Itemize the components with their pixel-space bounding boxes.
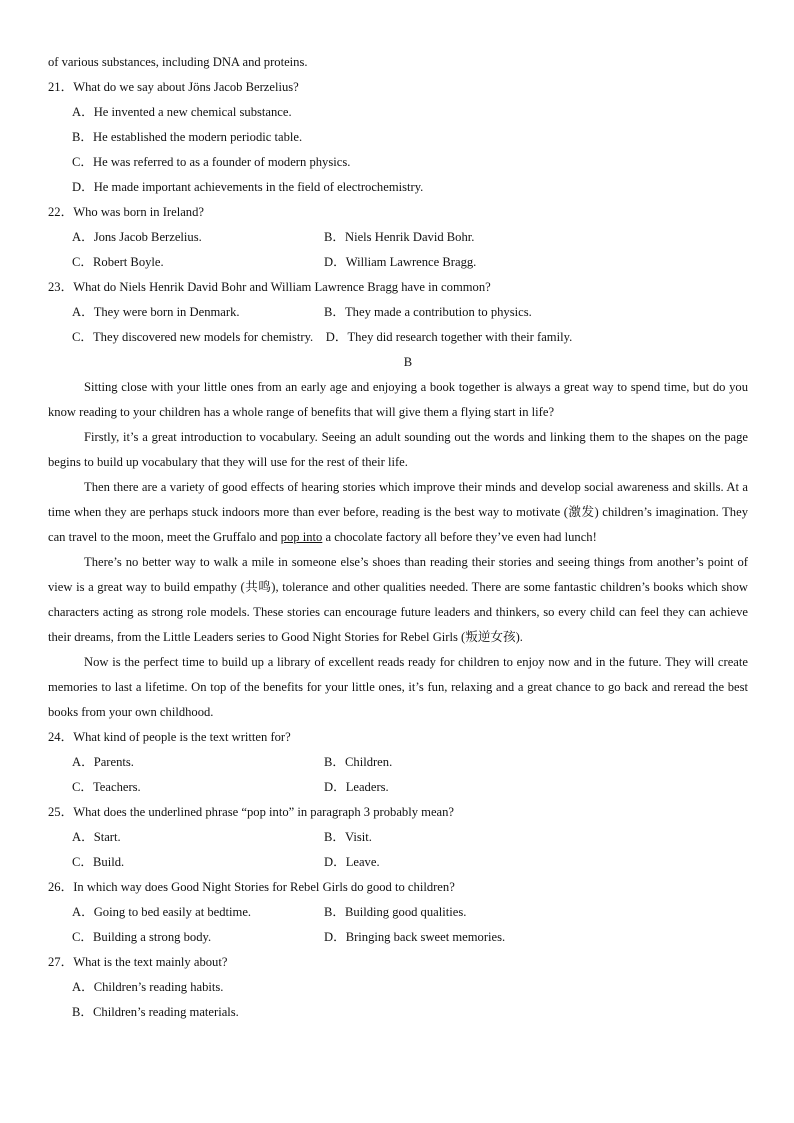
question-24 xyxy=(48,725,748,800)
question-stem: 26．In which way does Good Night Stories for Rebel Girls do good to children? xyxy=(48,880,455,894)
option-b: B．They made a contribution to physics. xyxy=(324,305,532,319)
option-b: B．He established the modern periodic table. xyxy=(72,130,303,144)
option-row xyxy=(48,325,748,350)
option-row xyxy=(48,225,748,250)
question-25 xyxy=(48,800,748,875)
exam-page xyxy=(48,50,748,1025)
option-d: D．He made important achievements in the field of electrochemistry. xyxy=(72,180,424,194)
option-c: C．Teachers. xyxy=(72,780,141,794)
option-row xyxy=(48,750,748,775)
underlined-phrase: pop into xyxy=(280,530,323,544)
question-stem: 21．What do we say about Jöns Jacob Berzelius? xyxy=(48,80,299,94)
option-row xyxy=(48,250,748,275)
intro-fragment: of various substances, including DNA and proteins. xyxy=(48,55,308,69)
question-26 xyxy=(48,875,748,950)
option-b: B．Visit. xyxy=(324,830,372,844)
option-row xyxy=(48,300,748,325)
paragraph-3-text-before: Then there are a variety of good effects of hearing stories which improve their minds and develop social awareness and skills. At a time when they are perhaps stuck indoors more than ever before, reading is the best way to motivate (激发) children’s imagination. They can travel to the moon, meet the Gruffalo and xyxy=(48,480,748,544)
option-c: C．Building a strong body. xyxy=(72,930,212,944)
paragraph-5: Now is the perfect time to build up a library of excellent reads ready for children to enjoy now and in the future. They will create memories to last a lifetime. On top of the benefits for your little ones, it’s fun, relaxing and a great chance to go back and reread the best books from your own childhood. xyxy=(48,655,748,719)
question-stem: 24．What kind of people is the text written for? xyxy=(48,730,291,744)
option-row xyxy=(48,850,748,875)
option-b: B．Building good qualities. xyxy=(324,905,467,919)
question-stem: 23．What do Niels Henrik David Bohr and William Lawrence Bragg have in common? xyxy=(48,280,491,294)
option-a: A．Parents. xyxy=(72,755,134,769)
option-row xyxy=(48,775,748,800)
option-a: A．Jons Jacob Berzelius. xyxy=(72,230,202,244)
option-a: A．Start. xyxy=(72,830,121,844)
paragraph-4: There’s no better way to walk a mile in someone else’s shoes than reading their stories and seeing things from another’s point of view is a great way to build empathy (共鸣), tolerance and other qualities needed. There are some fantastic children’s books which show characters acting as strong role models. These stories can encourage future leaders and thinkers, so every child can feel they can achieve their dreams, from the Little Leaders series to Good Night Stories for Rebel Girls (叛逆女孩). xyxy=(48,555,748,644)
option-b: B．Niels Henrik David Bohr. xyxy=(324,230,475,244)
option-b: B．Children’s reading materials. xyxy=(72,1005,239,1019)
option-row xyxy=(48,925,748,950)
question-stem: 27．What is the text mainly about? xyxy=(48,955,228,969)
option-row xyxy=(48,900,748,925)
question-stem: 25．What does the underlined phrase “pop into” in paragraph 3 probably mean? xyxy=(48,805,455,819)
question-27 xyxy=(48,950,748,1025)
paragraph-1: Sitting close with your little ones from an early age and enjoying a book together is always a great way to spend time, but do you know reading to your children has a whole range of benefits that will give them a flying start in life? xyxy=(48,380,748,419)
paragraph-2: Firstly, it’s a great introduction to vocabulary. Seeing an adult sounding out the words and linking them to the shapes on the page begins to build up vocabulary that they will use for the rest of their life. xyxy=(48,430,748,469)
option-c: C．They discovered new models for chemistry. xyxy=(72,330,314,344)
question-stem: 22．Who was born in Ireland? xyxy=(48,205,204,219)
question-22 xyxy=(48,200,748,275)
option-d: D．William Lawrence Bragg. xyxy=(324,255,477,269)
section-label: B xyxy=(403,355,413,369)
option-row xyxy=(48,825,748,850)
option-d: D．Bringing back sweet memories. xyxy=(324,930,506,944)
passage-b xyxy=(48,375,748,725)
paragraph-3 xyxy=(48,475,748,550)
option-c: C．He was referred to as a founder of modern physics. xyxy=(72,155,351,169)
option-a: A．Children’s reading habits. xyxy=(72,980,224,994)
option-d: D．They did research together with their family. xyxy=(325,330,573,344)
option-a: A．Going to bed easily at bedtime. xyxy=(72,905,252,919)
option-c: C．Build. xyxy=(72,855,125,869)
question-21 xyxy=(48,75,748,200)
paragraph-3-text-after: a chocolate factory all before they’ve even had lunch! xyxy=(322,530,597,544)
option-c: C．Robert Boyle. xyxy=(72,255,164,269)
option-b: B．Children. xyxy=(324,755,393,769)
question-23 xyxy=(48,275,748,350)
option-d: D．Leaders. xyxy=(324,780,389,794)
option-d: D．Leave. xyxy=(324,855,380,869)
option-a: A．They were born in Denmark. xyxy=(72,305,240,319)
option-a: A．He invented a new chemical substance. xyxy=(72,105,292,119)
